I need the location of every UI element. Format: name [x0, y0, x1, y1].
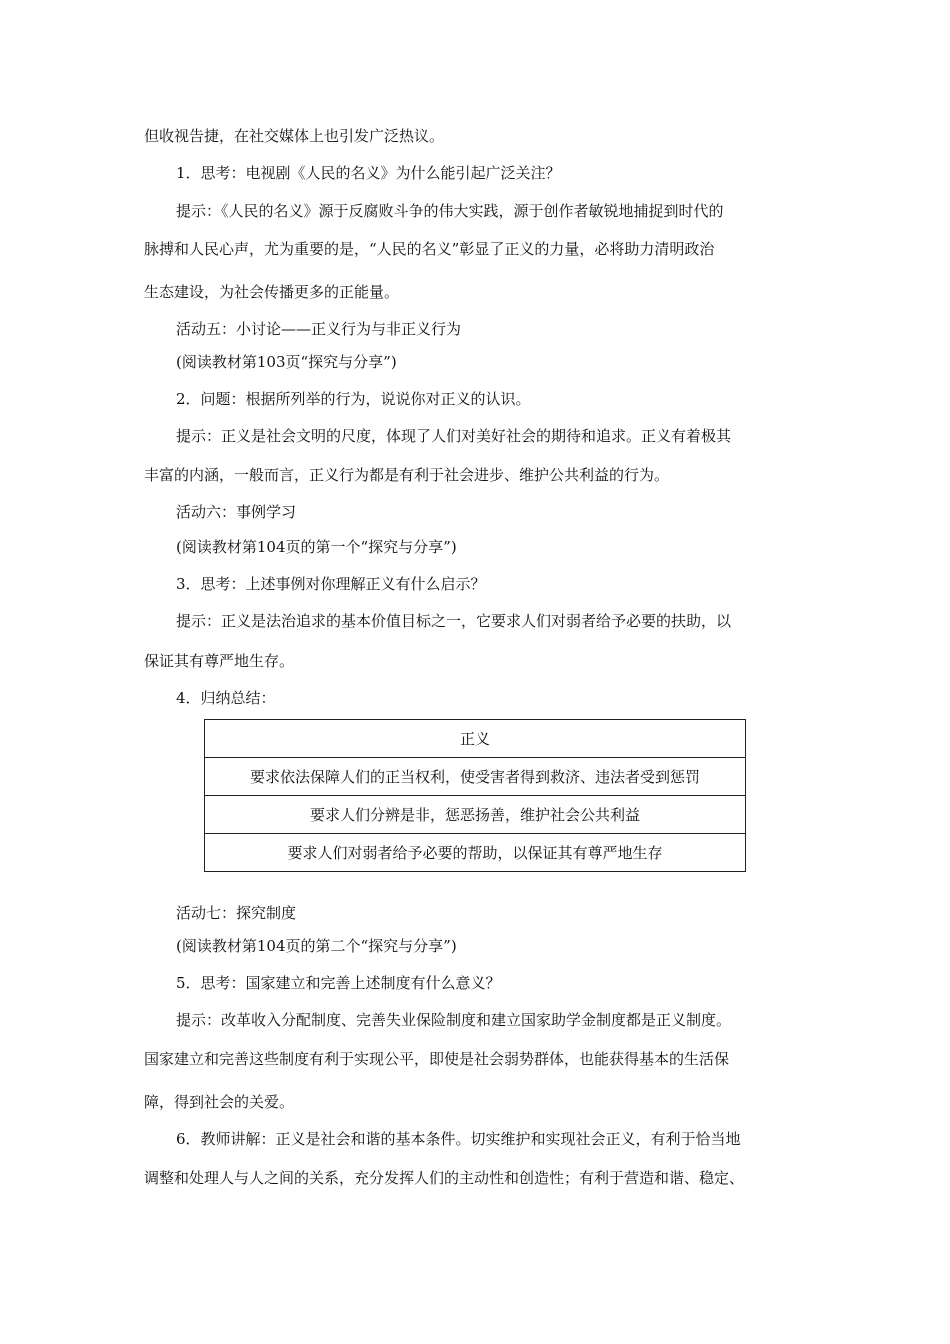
- activity-6-title: 活动六：事例学习: [176, 503, 297, 521]
- reading-note-1: (阅读教材第103页“探究与分享”): [176, 353, 397, 371]
- hint-1-line-3: 生态建设，为社会传播更多的正能量。: [144, 283, 400, 301]
- teacher-explanation-line-1: 6．教师讲解：正义是社会和谐的基本条件。切实维护和实现社会正义，有利于恰当地: [176, 1130, 741, 1148]
- question-2: 2．问题：根据所列举的行为，说说你对正义的认识。: [176, 390, 531, 408]
- table-row: 要求依法保障人们的正当权利，使受害者得到救济、违法者受到惩罚: [205, 758, 746, 796]
- question-3: 3．思考：上述事例对你理解正义有什么启示？: [176, 575, 486, 593]
- question-1: 1．思考：电视剧《人民的名义》为什么能引起广泛关注？: [176, 164, 561, 182]
- hint-2-line-2: 丰富的内涵，一般而言，正义行为都是有利于社会进步、维护公共利益的行为。: [144, 466, 670, 484]
- activity-7-title: 活动七：探究制度: [176, 904, 297, 922]
- table-row: 要求人们对弱者给予必要的帮助，以保证其有尊严地生存: [205, 834, 746, 872]
- table-row: 要求人们分辨是非，惩恶扬善，维护社会公共利益: [205, 796, 746, 834]
- justice-summary-table: [204, 719, 746, 872]
- table-header: 正义: [205, 720, 746, 758]
- teacher-explanation-line-2: 调整和处理人与人之间的关系，充分发挥人们的主动性和创造性；有利于营造和谐、稳定、: [144, 1169, 745, 1187]
- hint-1-line-2: 脉搏和人民心声，尤为重要的是，“人民的名义”彰显了正义的力量，必将助力清明政治: [144, 240, 715, 258]
- reading-note-2: (阅读教材第104页的第一个“探究与分享”): [176, 538, 457, 556]
- hint-1-line-1: 提示：《人民的名义》源于反腐败斗争的伟大实践，源于创作者敏锐地捕捉到时代的: [176, 202, 724, 220]
- hint-5-line-3: 障，得到社会的关爱。: [144, 1093, 295, 1111]
- paragraph-line: 但收视告捷，在社交媒体上也引发广泛热议。: [144, 127, 445, 145]
- summary-heading: 4．归纳总结：: [176, 689, 276, 707]
- hint-3-line-2: 保证其有尊严地生存。: [144, 652, 295, 670]
- reading-note-3: (阅读教材第104页的第二个“探究与分享”): [176, 937, 457, 955]
- hint-3-line-1: 提示：正义是法治追求的基本价值目标之一，它要求人们对弱者给予必要的扶助，以: [176, 612, 732, 630]
- hint-5-line-1: 提示：改革收入分配制度、完善失业保险制度和建立国家助学金制度都是正义制度。: [176, 1011, 732, 1029]
- hint-2-line-1: 提示：正义是社会文明的尺度，体现了人们对美好社会的期待和追求。正义有着极其: [176, 427, 732, 445]
- activity-5-title: 活动五：小讨论——正义行为与非正义行为: [176, 320, 462, 338]
- hint-5-line-2: 国家建立和完善这些制度有利于实现公平，即使是社会弱势群体，也能获得基本的生活保: [144, 1050, 730, 1068]
- question-5: 5．思考：国家建立和完善上述制度有什么意义？: [176, 974, 501, 992]
